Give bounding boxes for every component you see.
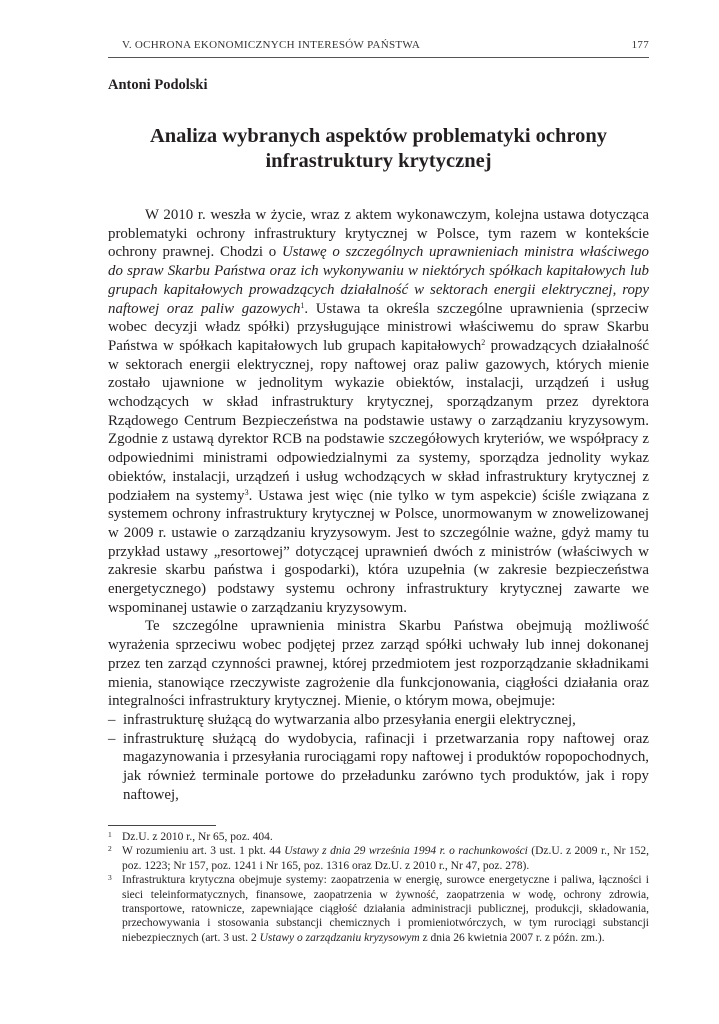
footnote-text: Dz.U. z 2010 r., Nr 65, poz. 404.	[122, 831, 273, 843]
p1-part3: prowadzących działalność w sektorach energii elektrycznej, ropy naftowej oraz paliw gazowych, których mienie zostało ujawnione w jednolitym wykazie obiektów, instalacji, urządzeń i usług wchodzących w skład infrastruktury krytycznej, sporządzanym przez dyrektora Rządowego Centrum Bezpieczeństwa na podstawie ustawy o zarządzaniu kryzysowym. Zgodnie z ustawą dyrektor RCB na podstawie szczegółowych kryteriów, we współpracy z odpowiednimi ministrami odpowiedzialnymi za systemy, sporządza jednolity wykaz obiektów, instalacji, urządzeń i usług wchodzących w skład infrastruktury krytycznej z podziałem na systemy	[108, 337, 649, 504]
footnote-ref-3[interactable]: 3	[244, 487, 249, 497]
footnote-number: 3	[108, 873, 112, 883]
p1-part4: . Ustawa jest więc (nie tylko w tym aspekcie) ściśle związana z systemem ochrony infrastruktury krytycznej w Polsce, unormowanym w znowelizowanej w 2009 r. ustawie o zarządzaniu kryzysowym. Jest to szczególnie ważne, gdyż mamy tu przykład ustawy „resortowej” dotyczącej uprawnień dwóch z ministrów (właściwych w zakresie skarbu państwa i gospodarki), która uzupełnia (w zakresie bezpieczeństwa energetycznego) podstawy systemu ochrony infrastruktury krytycznej zawarte we wspominanej ustawie o zarządzaniu kryzysowym.	[108, 487, 649, 616]
footnote-text: z dnia 26 kwietnia 2007 r. z późn. zm.).	[419, 931, 605, 944]
author-name: Antoni Podolski	[108, 77, 208, 93]
footnote-italic: Ustawy o zarządzaniu kryzysowym	[259, 931, 420, 944]
footnote-1	[108, 830, 649, 844]
property-list	[108, 711, 649, 805]
header-rule	[108, 57, 649, 58]
footnote-italic: Ustawy z dnia 29 września 1994 r. o rachunkowości	[284, 845, 528, 858]
section-title: V. OCHRONA EKONOMICZNYCH INTERESÓW PAŃSTWA	[122, 39, 421, 51]
p1-part2: . Ustawa ta określa szczególne uprawnienia (sprzeciw wobec decyzji władz spółki) przysługujące ministrowi właściwemu do spraw Skarbu Państwa w spółkach kapitałowych lub grupach kapitałowych	[108, 300, 649, 354]
footnotes	[108, 830, 649, 945]
paragraph-2: Te szczególne uprawnienia ministra Skarbu Państwa obejmują możliwość wyrażenia sprzeciwu wobec podjętej przez zarząd spółki uchwały lub innej dokonanej przez ten zarząd czynności prawnej, której przedmiotem jest rozporządzanie składnikami mienia, stanowiące rzeczywiste zagrożenie dla funkcjonowania, ciągłości działania oraz integralności infrastruktury krytycznej. Mienie, o którym mowa, obejmuje:	[108, 618, 649, 710]
list-item-text: infrastrukturę służącą do wytwarzania albo przesyłania energii elektrycznej,	[123, 711, 576, 728]
footnote-rule	[108, 825, 216, 826]
page-number: 177	[631, 39, 649, 51]
footnote-number: 1	[108, 830, 112, 839]
footnote-number: 2	[108, 844, 112, 854]
list-dash: –	[108, 730, 116, 747]
p1-intro: W 2010 r. weszła w życie, wraz z aktem wykonawczym, kolejna ustawa dotycząca problematyki ochrony infrastruktury krytycznej w Polsce, tym razem w kontekście ochrony prawnej. Chodzi o	[108, 207, 649, 261]
footnote-2	[108, 844, 649, 873]
footnote-text: Infrastruktura krytyczna obejmuje systemy: zaopatrzenia w energię, surowce energetyczne i paliwa, łączności i sieci teleinformatycznych, finansowe, zaopatrzenia w żywność, zaopatrzenia w wodę, ochrony zdrowia, transportowe, ratownicze, zapewniające ciągłość działania administracji publicznej, produkcji, składowania, przechowywania i stosowania substancji chemicznych i promieniotwórczych, w tym rurociągi substancji niebezpiecznych (art. 3 ust. 2	[122, 874, 649, 944]
list-dash: –	[108, 711, 116, 728]
article-title: Analiza wybranych aspektów problematyki ochrony infrastruktury krytycznej	[149, 125, 608, 172]
footnote-ref-2[interactable]: 2	[481, 337, 486, 347]
paragraph-1	[108, 206, 649, 617]
p1-law-title: Ustawę o szczególnych uprawnieniach ministra właściwego do spraw Skarbu Państwa oraz ich wykonywaniu w niektórych spółkach kapitałowych lub grupach kapitałowych prowadzących działalność w sektorach energii elektrycznej, ropy naftowej oraz paliw gazowych	[108, 244, 649, 317]
footnote-3	[108, 873, 649, 945]
article-body	[108, 206, 649, 805]
list-item	[108, 730, 649, 805]
footnote-text: (Dz.U. z 2009 r., Nr 152, poz. 1223; Nr 157, poz. 1241 i Nr 165, poz. 1316 oraz Dz.U. z 2010 r., Nr 47, poz. 278).	[122, 845, 649, 872]
footnote-ref-1[interactable]: 1	[300, 300, 305, 310]
list-item	[108, 711, 649, 730]
footnote-text: W rozumieniu art. 3 ust. 1 pkt. 44	[122, 845, 285, 858]
list-item-text: infrastrukturę służącą do wydobycia, rafinacji i przetwarzania ropy naftowej oraz magazynowania i przesyłania rurociągami ropy naftowej i produktów ropopochodnych, jak również terminale portowe do przeładunku zarówno tych produktów, jak i ropy naftowej,	[123, 730, 649, 803]
